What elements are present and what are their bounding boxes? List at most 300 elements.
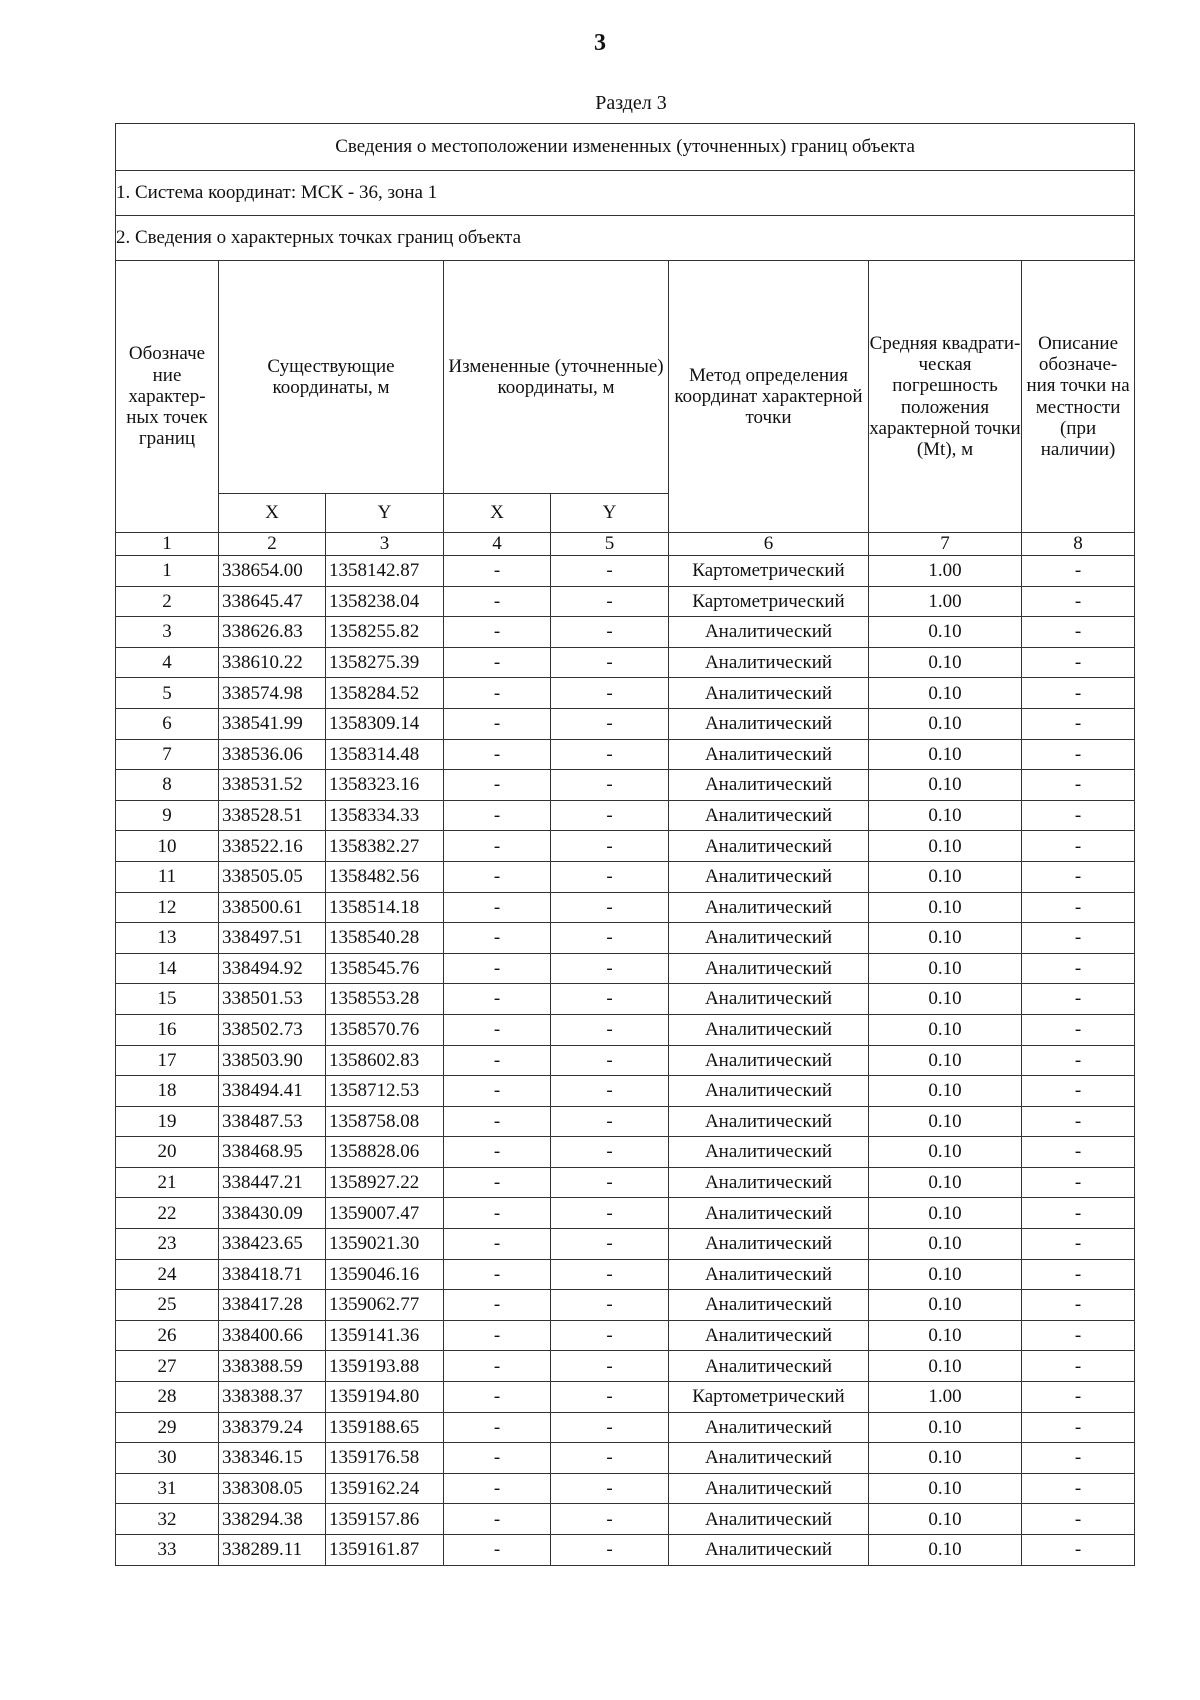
changed-y: - [551,1443,669,1474]
description: - [1022,1443,1135,1474]
point-number: 29 [116,1412,219,1443]
point-number: 1 [116,556,219,587]
method: Аналитический [669,1167,869,1198]
description: - [1022,556,1135,587]
changed-y: - [551,1382,669,1413]
header-existing-y: Y [326,494,444,533]
header-designation: Обозначе ние характер- ных точек границ [116,261,219,533]
table-row [116,1106,1135,1137]
existing-y: 1359162.24 [326,1473,444,1504]
table-row [116,892,1135,923]
points-heading: 2. Сведения о характерных точках границ объекта [116,216,1135,261]
changed-x: - [444,1229,551,1260]
column-number: 7 [869,533,1022,556]
changed-x: - [444,1045,551,1076]
method: Картометрический [669,1382,869,1413]
changed-y: - [551,984,669,1015]
existing-x: 338379.24 [219,1412,326,1443]
changed-y: - [551,617,669,648]
existing-y: 1358309.14 [326,708,444,739]
changed-y: - [551,1167,669,1198]
existing-y: 1358238.04 [326,586,444,617]
changed-y: - [551,1229,669,1260]
point-number: 9 [116,800,219,831]
method: Аналитический [669,1412,869,1443]
changed-x: - [444,770,551,801]
changed-x: - [444,739,551,770]
point-number: 21 [116,1167,219,1198]
description: - [1022,617,1135,648]
points-heading-row [116,216,1135,261]
mean-error: 0.10 [869,617,1022,648]
mean-error: 0.10 [869,1504,1022,1535]
changed-y: - [551,1351,669,1382]
changed-y: - [551,831,669,862]
point-number: 15 [116,984,219,1015]
method: Аналитический [669,1259,869,1290]
method: Аналитический [669,1076,869,1107]
existing-y: 1359157.86 [326,1504,444,1535]
mean-error: 1.00 [869,1382,1022,1413]
table-row [116,1076,1135,1107]
point-number: 22 [116,1198,219,1229]
table-row [116,1229,1135,1260]
existing-y: 1358142.87 [326,556,444,587]
changed-x: - [444,923,551,954]
changed-x: - [444,984,551,1015]
point-number: 12 [116,892,219,923]
changed-y: - [551,1412,669,1443]
existing-y: 1359176.58 [326,1443,444,1474]
description: - [1022,800,1135,831]
table-row [116,708,1135,739]
existing-x: 338536.06 [219,739,326,770]
description: - [1022,1229,1135,1260]
coord-system-row [116,171,1135,216]
existing-x: 338494.92 [219,953,326,984]
table-row [116,1198,1135,1229]
description: - [1022,708,1135,739]
table-title: Сведения о местоположении измененных (уточненных) границ объекта [116,124,1135,171]
table-row [116,923,1135,954]
existing-x: 338501.53 [219,984,326,1015]
changed-y: - [551,1535,669,1566]
changed-x: - [444,1535,551,1566]
existing-x: 338418.71 [219,1259,326,1290]
changed-y: - [551,1320,669,1351]
changed-y: - [551,1473,669,1504]
changed-y: - [551,556,669,587]
method: Аналитический [669,617,869,648]
existing-x: 338294.38 [219,1504,326,1535]
existing-x: 338541.99 [219,708,326,739]
point-number: 23 [116,1229,219,1260]
changed-x: - [444,953,551,984]
changed-y: - [551,1014,669,1045]
existing-y: 1358482.56 [326,861,444,892]
mean-error: 0.10 [869,770,1022,801]
description: - [1022,1076,1135,1107]
table-row [116,586,1135,617]
existing-x: 338626.83 [219,617,326,648]
existing-y: 1359188.65 [326,1412,444,1443]
method: Аналитический [669,892,869,923]
point-number: 6 [116,708,219,739]
method: Аналитический [669,861,869,892]
description: - [1022,1045,1135,1076]
existing-y: 1358828.06 [326,1137,444,1168]
method: Аналитический [669,1320,869,1351]
column-number: 2 [219,533,326,556]
changed-x: - [444,831,551,862]
method: Картометрический [669,586,869,617]
existing-y: 1359193.88 [326,1351,444,1382]
table-row [116,1290,1135,1321]
table-row [116,1259,1135,1290]
existing-y: 1359021.30 [326,1229,444,1260]
table-row [116,556,1135,587]
description: - [1022,1198,1135,1229]
mean-error: 0.10 [869,1167,1022,1198]
existing-x: 338346.15 [219,1443,326,1474]
changed-x: - [444,1076,551,1107]
mean-error: 0.10 [869,1106,1022,1137]
point-number: 8 [116,770,219,801]
method: Аналитический [669,1106,869,1137]
description: - [1022,770,1135,801]
changed-x: - [444,1443,551,1474]
description: - [1022,678,1135,709]
method: Картометрический [669,556,869,587]
existing-x: 338430.09 [219,1198,326,1229]
changed-y: - [551,1290,669,1321]
description: - [1022,1535,1135,1566]
table-row [116,647,1135,678]
changed-x: - [444,800,551,831]
mean-error: 0.10 [869,1473,1022,1504]
method: Аналитический [669,923,869,954]
changed-y: - [551,861,669,892]
column-number: 8 [1022,533,1135,556]
description: - [1022,892,1135,923]
changed-x: - [444,1412,551,1443]
point-number: 5 [116,678,219,709]
changed-y: - [551,923,669,954]
changed-y: - [551,678,669,709]
description: - [1022,1351,1135,1382]
point-number: 3 [116,617,219,648]
description: - [1022,953,1135,984]
page-number: 3 [594,30,606,56]
existing-y: 1358514.18 [326,892,444,923]
description: - [1022,1382,1135,1413]
existing-x: 338500.61 [219,892,326,923]
point-number: 30 [116,1443,219,1474]
point-number: 14 [116,953,219,984]
header-changed-x: X [444,494,551,533]
changed-x: - [444,861,551,892]
point-number: 13 [116,923,219,954]
existing-x: 338468.95 [219,1137,326,1168]
description: - [1022,1259,1135,1290]
method: Аналитический [669,678,869,709]
table-row [116,1412,1135,1443]
changed-x: - [444,1320,551,1351]
point-number: 20 [116,1137,219,1168]
changed-y: - [551,1259,669,1290]
table-row [116,1045,1135,1076]
existing-y: 1358712.53 [326,1076,444,1107]
description: - [1022,1320,1135,1351]
description: - [1022,923,1135,954]
point-number: 11 [116,861,219,892]
mean-error: 1.00 [869,586,1022,617]
method: Аналитический [669,1198,869,1229]
existing-y: 1358382.27 [326,831,444,862]
method: Аналитический [669,1290,869,1321]
changed-y: - [551,953,669,984]
existing-x: 338494.41 [219,1076,326,1107]
description: - [1022,984,1135,1015]
table-row [116,1535,1135,1566]
existing-x: 338645.47 [219,586,326,617]
existing-y: 1359194.80 [326,1382,444,1413]
mean-error: 0.10 [869,892,1022,923]
column-number: 5 [551,533,669,556]
table-row [116,984,1135,1015]
mean-error: 0.10 [869,1320,1022,1351]
mean-error: 1.00 [869,556,1022,587]
header-existing: Существующие координаты, м [219,261,444,494]
header-changed-y: Y [551,494,669,533]
existing-y: 1359161.87 [326,1535,444,1566]
changed-x: - [444,586,551,617]
point-number: 32 [116,1504,219,1535]
mean-error: 0.10 [869,831,1022,862]
table-row [116,1167,1135,1198]
changed-x: - [444,1014,551,1045]
method: Аналитический [669,1473,869,1504]
existing-y: 1358758.08 [326,1106,444,1137]
existing-x: 338574.98 [219,678,326,709]
changed-x: - [444,1198,551,1229]
changed-x: - [444,556,551,587]
table-row [116,1473,1135,1504]
changed-y: - [551,1106,669,1137]
mean-error: 0.10 [869,1412,1022,1443]
mean-error: 0.10 [869,1045,1022,1076]
point-number: 18 [116,1076,219,1107]
header-row [116,261,1135,494]
existing-y: 1358255.82 [326,617,444,648]
existing-y: 1358540.28 [326,923,444,954]
changed-y: - [551,1045,669,1076]
table-row [116,953,1135,984]
existing-x: 338522.16 [219,831,326,862]
existing-x: 338417.28 [219,1290,326,1321]
method: Аналитический [669,831,869,862]
existing-x: 338388.59 [219,1351,326,1382]
point-number: 27 [116,1351,219,1382]
description: - [1022,1290,1135,1321]
existing-y: 1358284.52 [326,678,444,709]
point-number: 7 [116,739,219,770]
changed-y: - [551,800,669,831]
changed-x: - [444,1473,551,1504]
mean-error: 0.10 [869,923,1022,954]
changed-y: - [551,647,669,678]
changed-x: - [444,1167,551,1198]
changed-y: - [551,1076,669,1107]
method: Аналитический [669,708,869,739]
changed-x: - [444,1504,551,1535]
table-row [116,1504,1135,1535]
existing-y: 1359007.47 [326,1198,444,1229]
mean-error: 0.10 [869,1198,1022,1229]
table-row [116,1137,1135,1168]
existing-x: 338388.37 [219,1382,326,1413]
changed-x: - [444,708,551,739]
changed-x: - [444,1137,551,1168]
coordinates-table [115,123,1135,1566]
mean-error: 0.10 [869,1229,1022,1260]
mean-error: 0.10 [869,1443,1022,1474]
point-number: 24 [116,1259,219,1290]
description: - [1022,647,1135,678]
changed-x: - [444,617,551,648]
method: Аналитический [669,1014,869,1045]
method: Аналитический [669,1535,869,1566]
point-number: 28 [116,1382,219,1413]
existing-x: 338308.05 [219,1473,326,1504]
method: Аналитический [669,1229,869,1260]
changed-y: - [551,739,669,770]
method: Аналитический [669,647,869,678]
existing-x: 338400.66 [219,1320,326,1351]
changed-x: - [444,1382,551,1413]
mean-error: 0.10 [869,647,1022,678]
table-row [116,678,1135,709]
description: - [1022,1137,1135,1168]
column-number: 3 [326,533,444,556]
method: Аналитический [669,770,869,801]
point-number: 33 [116,1535,219,1566]
mean-error: 0.10 [869,678,1022,709]
existing-x: 338497.51 [219,923,326,954]
existing-x: 338503.90 [219,1045,326,1076]
description: - [1022,1412,1135,1443]
existing-y: 1358602.83 [326,1045,444,1076]
mean-error: 0.10 [869,1076,1022,1107]
existing-x: 338654.00 [219,556,326,587]
existing-x: 338487.53 [219,1106,326,1137]
existing-x: 338505.05 [219,861,326,892]
table-row [116,617,1135,648]
existing-x: 338610.22 [219,647,326,678]
point-number: 25 [116,1290,219,1321]
changed-x: - [444,1290,551,1321]
description: - [1022,1473,1135,1504]
changed-y: - [551,586,669,617]
existing-y: 1359062.77 [326,1290,444,1321]
mean-error: 0.10 [869,1137,1022,1168]
existing-x: 338531.52 [219,770,326,801]
changed-y: - [551,1137,669,1168]
existing-y: 1359141.36 [326,1320,444,1351]
mean-error: 0.10 [869,1290,1022,1321]
table-row [116,1351,1135,1382]
method: Аналитический [669,1351,869,1382]
mean-error: 0.10 [869,708,1022,739]
existing-x: 338502.73 [219,1014,326,1045]
table-row [116,1382,1135,1413]
changed-y: - [551,1198,669,1229]
method: Аналитический [669,1443,869,1474]
existing-y: 1358314.48 [326,739,444,770]
changed-x: - [444,1259,551,1290]
description: - [1022,831,1135,862]
point-number: 19 [116,1106,219,1137]
changed-x: - [444,1106,551,1137]
table-title-row [116,124,1135,171]
existing-y: 1358927.22 [326,1167,444,1198]
method: Аналитический [669,1504,869,1535]
point-number: 10 [116,831,219,862]
changed-y: - [551,770,669,801]
existing-y: 1358275.39 [326,647,444,678]
point-number: 2 [116,586,219,617]
point-number: 16 [116,1014,219,1045]
header-changed: Измененные (уточненные) координаты, м [444,261,669,494]
existing-y: 1358545.76 [326,953,444,984]
column-number: 1 [116,533,219,556]
changed-x: - [444,1351,551,1382]
section-label: Раздел 3 [595,92,667,114]
changed-y: - [551,1504,669,1535]
description: - [1022,586,1135,617]
table-row [116,831,1135,862]
existing-y: 1358553.28 [326,984,444,1015]
existing-x: 338528.51 [219,800,326,831]
description: - [1022,861,1135,892]
point-number: 31 [116,1473,219,1504]
table-row [116,770,1135,801]
method: Аналитический [669,1137,869,1168]
table-row [116,800,1135,831]
changed-y: - [551,708,669,739]
existing-x: 338289.11 [219,1535,326,1566]
table-row [116,1443,1135,1474]
column-number: 6 [669,533,869,556]
header-existing-x: X [219,494,326,533]
method: Аналитический [669,984,869,1015]
existing-y: 1358323.16 [326,770,444,801]
existing-y: 1358334.33 [326,800,444,831]
existing-x: 338447.21 [219,1167,326,1198]
column-number-row [116,533,1135,556]
point-number: 17 [116,1045,219,1076]
mean-error: 0.10 [869,984,1022,1015]
mean-error: 0.10 [869,1259,1022,1290]
point-number: 26 [116,1320,219,1351]
method: Аналитический [669,1045,869,1076]
coord-system: 1. Система координат: МСК - 36, зона 1 [116,171,1135,216]
description: - [1022,1014,1135,1045]
existing-y: 1359046.16 [326,1259,444,1290]
table-row [116,861,1135,892]
method: Аналитический [669,800,869,831]
mean-error: 0.10 [869,861,1022,892]
